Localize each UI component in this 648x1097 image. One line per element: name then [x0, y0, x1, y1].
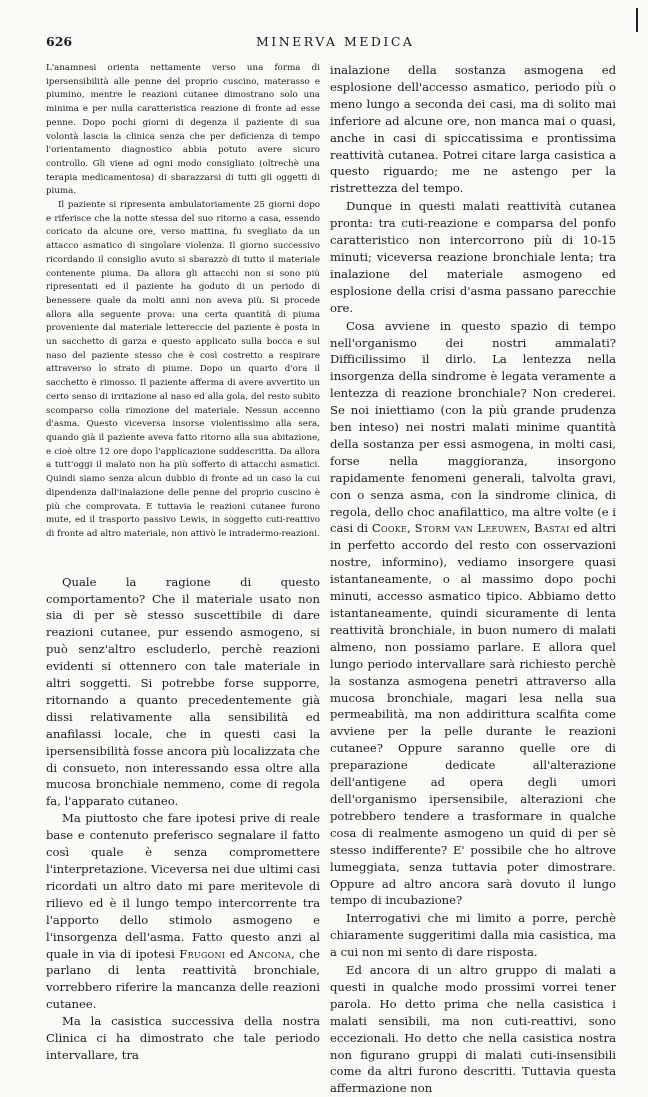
conjunction: ed [229, 946, 244, 961]
author-reference: Ancona [248, 946, 292, 961]
right-column [330, 62, 616, 1097]
paragraph-text: Cosa avviene in questo spazio di tempo nell'organismo dei nostri ammalati? Difficilissimo il dirlo. La lentezza nella insorgenza della sindrome è legata veramente a lentezza di reazione bronchiale? Non crederei. Se noi iniettiamo (con la più grande prudenza ben inteso) nei nostri malati minime quantità della sostanza per essi asmogena, in molti casi, forse nella maggioranza, insorgono rapidamente fenomeni generali, talvolta gravi, con o senza asma, con la sindrome clinica, di regola, dello choc anafilattico, ma altre volte (e i casi di [330, 318, 616, 536]
case-paragraph: Il paziente si ripresenta ambulatoriamente 25 giorni dopo e riferisce che la notte stessa del suo ritorno a casa, essendo coricato da alcune ore, verso mattina, fu svegliato da un attacco asmatico di singolare violenza. Il giorno successivo ricordando il consiglio avuto si sbarazzò di tutto il materiale contenente piuma. Da allora gli attacchi non si sono più ripresentati ed il paziente ha goduto di un periodo di benessere quale da molti anni non aveva più. Si procede allora alla seguente prova: una certa quantità di piuma proveniente dal materiale lettereccie del paziente è posta in un sacchetto di garza e questo applicato sulla bocca e sul naso del paziente stesso che è così costretto a respirare attraverso lo strato di piume. Dopo un quarto d'ora il sacchetto è rimosso. Il paziente afferma di avere avvertito un certo senso di irritazione al naso ed alla gola, del resto subito scomparso colla rimozione del materiale. Nessun accenno d'asma. Questo viceversa insorse violentissimo alla sera, quando già il paziente aveva fatto ritorno alla sua abitazione, e cioè oltre 12 ore dopo l'applicazione suddescritta. Da allora a tutt'oggi il malato non ha più sofferto di attacchi asmatici. Quindi siamo senza alcun dubbio di fronte ad un caso la cui dipendenza dall'inalazione delle penne del proprio cuscino è più che comprovata. E tuttavia le reazioni cutanee furono mute, ed il trasporto passivo Lewis, in soggetto cuti-reattivo di fronte ad altro materiale, non attivò le intradermo-reazioni. [46, 200, 320, 539]
body-paragraph: Dunque in questi malati reattività cutanea pronta: tra cuti-reazione e comparsa del ponfo caratteristico non intercorrono più di 10-15 minuti; viceversa reazione bronchiale lenta; tra inalazione del materiale asmogeno ed esplosione della crisi d'asma passano parecchie ore. [330, 199, 616, 315]
case-report-small-text [46, 62, 320, 542]
body-paragraph: inalazione della sostanza asmogena ed esplosione dell'accesso asmatico, periodo più o meno lungo a seconda dei casi, ma di solito mai inferiore ad alcune ore, non manca mai o quasi, anche in casi di spiccatissima e prontissima reattività cutanea. Potrei citare larga casistica a questo riguardo; me ne astengo per la ristrettezza del tempo. [330, 63, 616, 196]
running-title: MINERVA MEDICA [256, 34, 415, 49]
case-paragraph: L'anamnesi orienta nettamente verso una forma di ipersensibilità alle penne del proprio cuscino, materasso e piumino, mentre le reazioni cutanee dimostrano solo una minima e per nulla caratteristica reazione di fronte ad esse penne. Dopo pochi giorni di degenza il paziente di sua volontà lascia la clinica senza che per deficienza di tempo l'orientamento diagnostico abbia potuto avere sicuro controllo. Gli viene ad ogni modo consigliato (oltrechè una terapia medicamentosa) di sbarazzarsi di tutti gli oggetti di piuma. [46, 63, 320, 197]
author-reference: Cooke [371, 521, 408, 536]
page-header [46, 34, 606, 50]
paragraph-text: , che parlano di lenta reattività bronchiale, vorrebbero riferire la mancanza delle reazioni cutanee. [46, 946, 320, 1012]
body-paragraph: Cosa avviene in questo spazio di tempo nell'organismo dei nostri ammalati? Difficilissimo il dirlo. La lentezza nella insorgenza della sindrome è legata veramente a lentezza di reazione bronchiale? Non crederei. Se noi iniettiamo (con la più grande prudenza ben inteso) nei nostri malati minime quantità della sostanza per essi asmogena, in molti casi, forse nella maggioranza, insorgono rapidamente fenomeni generali, talvolta gravi, con o senza asma, con la sindrome clinica, di regola, dello choc anafilattico, ma altre volte (e i casi di Cooke, Storm van Leeuwen, Bastai ed altri in perfetto accordo del resto con osservazioni nostre, informino), vediamo insorgere quasi istantaneamente, o al massimo dopo pochi minuti, accesso asmatico tipico. Abbiamo detto istantaneamente, quindi sicuramente di lenta reattività bronchiale, in buon numero di malati almeno, non possiamo parlare. E allora quel lungo periodo intervallare sarà richiesto perchè la sostanza asmogena penetri attraverso alla mucosa bronchiale, magari lesa nella sua permeabilità, ma non addirittura scalfita come avviene per la pelle durante le reazioni cutanee? Oppure saranno quelle ore di preparazione dedicate all'alterazione dell'antigene ad opera degli umori dell'organismo ipersensibile, alterazioni che potrebbero tendere a trasformare in qualche cosa di realmente asmogeno un quid di per sè stesso indifferente? E' possibile che ho altrove lumeggiata, senza tuttavia poter dimostrare. Oppure ad altro ancora sarà dovuto il lungo tempo di incubazione? [330, 318, 617, 908]
paragraph-text: Ma piuttosto che fare ipotesi prive di reale base e contenuto preferisco segnalare il fatto così quale è senza compromettere l'interpretazione. Viceversa nei due ultimi casi ricordati un altro dato mi pare meritevole di rilievo ed è il lungo tempo intercorrente tra l'apporto dello stimolo asmogeno e l'insorgenza dell'asma. Fatto questo anzi al quale in via di ipotesi [46, 811, 320, 961]
left-column [46, 62, 320, 1064]
body-paragraph: Ma la casistica successiva della nostra Clinica ci ha dimostrato che tale periodo intervallare, tra [46, 1014, 320, 1062]
discussion-text [46, 574, 320, 1064]
body-paragraph: Interrogativi che mi limito a porre, perchè chiaramente suggeritimi dalla mia casistica, ma a cui non mi sento di dare risposta. [330, 911, 616, 960]
body-paragraph [46, 810, 320, 1013]
margin-rule [636, 8, 638, 32]
body-paragraph: Ed ancora di un altro gruppo di malati a questi in qualche modo prossimi vorrei tener parola. Ho detto prima che nella casistica i malati sensibili, ma non cuti-reattivi, sono eccezionali. Ho detto che nella casistica nostra non figurano gruppi di malati cuti-insensibili come da altri furono descritti. Tuttavia questa affermazione non [330, 963, 616, 1096]
author-reference: Bastai [534, 521, 570, 536]
paragraph-text: ed altri in perfetto accordo del resto con osservazioni nostre, informino), vediamo insorgere quasi istantaneamente, o al massimo dopo pochi minuti, accesso asmatico tipico. Abbiamo detto istantaneamente, quindi sicuramente di lenta reattività bronchiale, in buon numero di malati almeno, non possiamo parlare. E allora quel lungo periodo intervallare sarà richiesto perchè la sostanza asmogena penetri attraverso alla mucosa bronchiale, magari lesa nella sua permeabilità, ma non addirittura scalfita come avviene per la pelle durante le reazioni cutanee? Oppure saranno quelle ore di preparazione dedicate all'alterazione dell'antigene ad opera degli umori dell'organismo ipersensibile, alterazioni che potrebbero tendere a trasformare in qualche cosa di realmente asmogeno un quid di per sè stesso indifferente? E' possibile che ho altrove lumeggiata, senza tuttavia poter dimostrare. Oppure ad altro ancora sarà dovuto il lungo tempo di incubazione? [330, 521, 617, 908]
body-paragraph: Quale la ragione di questo comportamento? Che il materiale usato non sia di per sè stesso suscettibile di dare reazioni cutanee, pur essendo asmogeno, si può senz'altro escluderlo, perchè reazioni evidenti si ottennero con tale materiale in altri soggetti. Si potrebbe forse supporre, ritornando a quanto precedentemente già dissi relativamente alla sensibilità ed anafilassi locale, che in questi casi la ipersensibilità fosse ancora più localizzata che di consueto, non interessando essa oltre alla mucosa bronchiale nemmeno, come di regola fa, l'apparato cutaneo. [46, 574, 320, 809]
author-reference: Storm van Leeuwen [414, 521, 527, 536]
page-number: 626 [46, 34, 73, 49]
author-reference: Frugoni [179, 946, 226, 961]
